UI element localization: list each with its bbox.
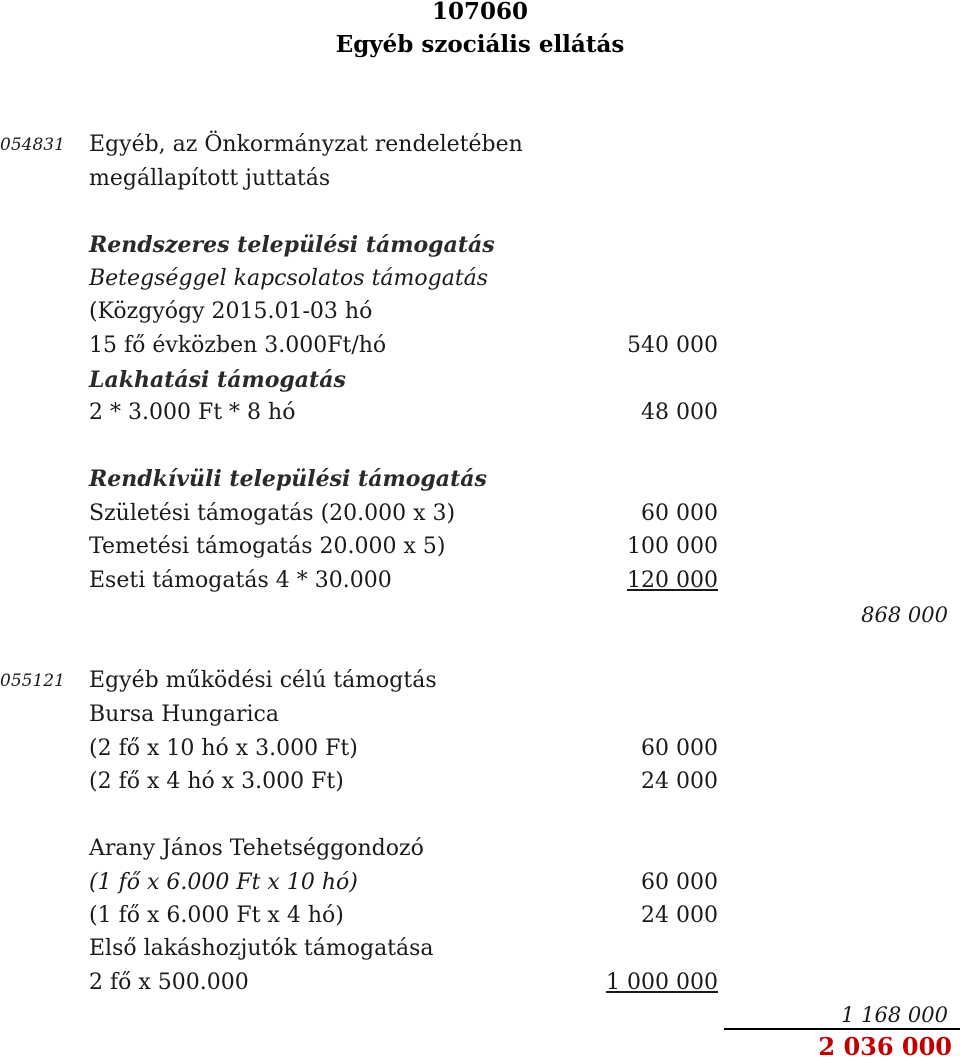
item-detail: (2 fő x 10 hó x 3.000 Ft) <box>89 736 358 761</box>
subsection-title-housing: Első lakáshozjutók támogatása <box>89 936 434 961</box>
section1-title-cont: megállapított juttatás <box>89 166 331 191</box>
total-divider <box>724 1028 960 1030</box>
section2-code: 055121 <box>0 671 65 691</box>
document-title: Egyéb szociális ellátás <box>335 31 625 58</box>
item-detail: (1 fő x 6.000 Ft x 4 hó) <box>89 903 344 928</box>
item-detail: 2 * 3.000 Ft * 8 hó <box>89 400 296 425</box>
item-title-illness: Betegséggel kapcsolatos támogatás <box>89 266 489 291</box>
grand-total: 2 036 000 <box>818 1032 952 1061</box>
item-amount: 540 000 <box>627 333 718 358</box>
group-title-extraordinary: Rendkívüli települési támogatás <box>89 466 487 492</box>
item-detail: (2 fő x 4 hó x 3.000 Ft) <box>89 769 344 794</box>
item-detail: (1 fő x 6.000 Ft x 10 hó) <box>89 870 358 895</box>
item-amount: 24 000 <box>641 903 718 928</box>
item-detail: Temetési támogatás 20.000 x 5) <box>89 534 446 559</box>
item-detail: 2 fő x 500.000 <box>89 970 249 995</box>
item-detail: (Közgyógy 2015.01-03 hó <box>89 299 373 324</box>
item-amount: 100 000 <box>627 534 718 559</box>
item-amount: 60 000 <box>641 736 718 761</box>
subsection-title-bursa: Bursa Hungarica <box>89 702 279 727</box>
section2-title: Egyéb működési célú támogtás <box>89 668 437 693</box>
section2-subtotal: 1 168 000 <box>841 1003 948 1027</box>
item-amount: 1 000 000 <box>606 970 718 995</box>
group-title-regular: Rendszeres települési támogatás <box>89 232 495 258</box>
item-amount: 24 000 <box>641 769 718 794</box>
subsection-title-arany: Arany János Tehetséggondozó <box>89 836 424 861</box>
section1-subtotal: 868 000 <box>861 603 948 627</box>
item-title-housing: Lakhatási támogatás <box>89 367 346 393</box>
section1-title: Egyéb, az Önkormányzat rendeletében <box>89 132 523 157</box>
item-detail: Eseti támogatás 4 * 30.000 <box>89 568 392 593</box>
item-amount: 120 000 <box>627 568 718 593</box>
item-amount: 48 000 <box>641 400 718 425</box>
section1-code: 054831 <box>0 135 65 155</box>
item-amount: 60 000 <box>641 870 718 895</box>
item-detail: 15 fő évközben 3.000Ft/hó <box>89 333 387 358</box>
item-detail: Születési támogatás (20.000 x 3) <box>89 501 456 526</box>
document-code: 107060 <box>431 0 529 25</box>
item-amount: 60 000 <box>641 501 718 526</box>
